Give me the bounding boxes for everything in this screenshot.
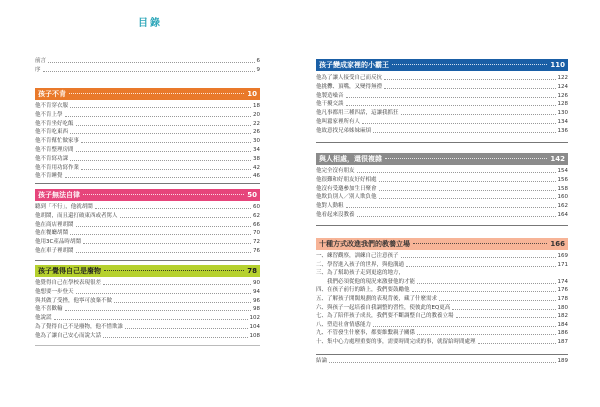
toc-entry-page: 122 [557, 75, 568, 81]
toc-entry-page: 108 [249, 332, 260, 339]
toc-entry[interactable] [35, 164, 260, 172]
toc-entry-page: 128 [557, 101, 568, 108]
toc-entry[interactable] [316, 312, 568, 320]
toc-entry[interactable] [35, 102, 260, 110]
toc-entry-title: 他不肯穿衣服 [35, 103, 69, 109]
section-divider [316, 354, 568, 355]
toc-entry-page: 174 [557, 278, 568, 285]
toc-entry-title: 他完全沒有朋友 [316, 168, 355, 174]
toc-entry-title: 他不肯睡覺 [35, 173, 63, 180]
toc-entry-title: 他說謊 [35, 315, 52, 322]
toc-entry[interactable] [316, 74, 568, 82]
toc-entry[interactable] [316, 92, 568, 100]
toc-entry[interactable] [316, 109, 568, 117]
toc-entry[interactable] [316, 304, 568, 312]
toc-entry-title: 九、不管發生什麼事，都要維繫親子關係 [316, 330, 416, 337]
section-divider [35, 260, 260, 261]
section-header-3[interactable]: 孩子覺得自己是廢物 78 [35, 265, 260, 277]
toc-entry-page: 96 [253, 297, 260, 304]
toc-entry-title: 四、在孩子前行的路上，我們要鼓勵他 [316, 287, 410, 294]
toc-entry-page: 158 [557, 185, 568, 192]
toc-entry[interactable] [35, 332, 260, 340]
toc-entry-title: 他不肯整理房間 [35, 147, 74, 153]
toc-entry-title: 二、學習進入孩子的世界，與他溝通 [316, 261, 405, 268]
toc-entry-title: 七、為了陪伴孩子成長，我們要不斷調整自己的教養立場 [316, 313, 454, 320]
toc-entry-title: 他製造噪音 [316, 92, 344, 99]
toc-entry[interactable] [35, 305, 260, 313]
toc-entry-title: 他覺得自己在學校表現很差 [35, 280, 102, 286]
toc-entry-conclusion[interactable]: 結論 189 [316, 358, 568, 364]
toc-entry[interactable] [316, 202, 568, 210]
toc-entry-title: 與其做了受挫，他寧可放棄不做 [35, 297, 113, 304]
toc-entry[interactable] [316, 338, 568, 346]
toc-entry[interactable] [316, 118, 568, 126]
toc-entry-title: 八、塑造社會情感能力 [316, 321, 372, 328]
toc-entry[interactable] [316, 83, 568, 91]
toc-entry-title: 他欺負別人／別人欺負他 [316, 194, 377, 201]
toc-entry-page: 154 [557, 168, 568, 174]
toc-entry-title: 他在車子裡胡鬧 [35, 248, 74, 254]
toc-entry[interactable] [35, 238, 260, 246]
toc-entry[interactable] [35, 288, 260, 296]
section-divider [35, 183, 260, 184]
toc-entry-title: 聽到「不行」，他就胡鬧 [35, 204, 93, 210]
toc-entry-title: 十、集中心力處理重要的事，需要時間完成的事，就留給時間處理 [316, 339, 476, 345]
toc-entry-title: 他不肯吃東西 [35, 129, 69, 136]
toc-entry-page: 126 [557, 92, 568, 99]
section-header-1[interactable]: 孩子不肯 10 [35, 88, 260, 100]
toc-entry-title: 他沒有受邀參加生日聚會 [316, 185, 377, 192]
toc-entry-page: 160 [557, 194, 568, 201]
section-divider [316, 142, 568, 143]
toc-entry[interactable] [35, 128, 260, 136]
section-divider [35, 345, 260, 346]
toc-entry-page: 184 [557, 321, 568, 328]
toc-entry-title: 六、與孩子一起培養自我調整的習性，使彼此的EQ更高 [316, 304, 451, 311]
toc-entry[interactable] [316, 193, 568, 201]
toc-entry-title: 他用3C產品時胡鬧 [35, 239, 81, 246]
toc-entry-page: 60 [253, 204, 260, 210]
toc-entry-page: 187 [557, 339, 568, 345]
toc-entry-page: 186 [557, 330, 568, 337]
toc-entry-page: 62 [253, 212, 260, 219]
toc-entry[interactable] [316, 185, 568, 193]
toc-entry[interactable] [35, 203, 260, 211]
toc-entry-preface[interactable]: 前言 6 [35, 58, 260, 64]
toc-entry-page: 164 [557, 212, 568, 218]
toc-entry-page: 176 [557, 287, 568, 294]
toc-entry-page: 30 [253, 138, 260, 145]
toc-entry-page: 134 [557, 119, 568, 125]
toc-entry[interactable] [35, 314, 260, 322]
section-divider [316, 225, 568, 226]
toc-entry-page: 34 [253, 147, 260, 153]
toc-entry-title: 他不肯坐好吃飯 [35, 120, 74, 127]
toc-entry-title: 為了覺得自己不是廢物，他不惜欺誰 [35, 324, 124, 330]
toc-entry-title: 五、了解孩子開闊規劃的表現背後，藏了什麼需求 [316, 296, 438, 302]
toc-entry[interactable] [316, 269, 568, 277]
toc-entry-title: 他看起來沒教養 [316, 212, 355, 218]
toc-entry-page: 46 [253, 173, 260, 180]
toc-entry[interactable] [316, 329, 568, 337]
toc-entry-title: 他干擾交談 [316, 101, 344, 108]
toc-entry-page: 18 [253, 103, 260, 109]
toc-entry[interactable] [35, 111, 260, 119]
toc-entry-title: 他為了讓人接受自己而反抗 [316, 75, 383, 81]
toc-entry-title: 他為了讓自己安心而說大話 [35, 332, 102, 339]
toc-entry-page: 104 [249, 324, 260, 330]
toc-entry-page: 72 [253, 239, 260, 246]
toc-entry-title: 他故意找兄弟姊妹麻煩 [316, 127, 372, 134]
toc-entry-page: 124 [557, 83, 568, 90]
toc-entry[interactable] [316, 295, 568, 303]
toc-entry-title: 他不肯幫忙做家事 [35, 138, 80, 145]
toc-entry-page: 70 [253, 230, 260, 237]
toc-entry-title: 他想要一步登天 [35, 288, 74, 295]
section-header-6[interactable]: 十種方式改進我們的教養立場 166 [316, 238, 568, 250]
toc-entry-page: 162 [557, 203, 568, 210]
toc-entry[interactable] [35, 297, 260, 305]
toc-entry-page: 66 [253, 221, 260, 228]
toc-entry-title: 他不肯用功寫作業 [35, 164, 80, 171]
toc-entry-title: 他不肯上學 [35, 111, 63, 118]
toc-entry[interactable] [316, 127, 568, 135]
toc-entry[interactable] [316, 286, 568, 294]
toc-entry[interactable] [316, 176, 568, 184]
toc-entry-title: 一、練習觀察，訓練自己注意孩子 [316, 253, 399, 259]
toc-entry-title: 他叫囂家裡所有人 [316, 119, 361, 125]
toc-entry-page: 182 [557, 313, 568, 320]
toc-entry[interactable] [316, 167, 568, 175]
toc-entry-title: 他不喜歡輸 [35, 306, 63, 313]
toc-entry-page: 76 [253, 248, 260, 254]
toc-entry-page: 171 [557, 261, 568, 268]
section-header-4[interactable]: 孩子變成家裡的小霸王 110 [316, 59, 568, 71]
toc-entry-page: 130 [557, 110, 568, 117]
toc-entry[interactable] [35, 279, 260, 287]
toc-entry-page: 169 [557, 253, 568, 259]
toc-entry[interactable] [35, 212, 260, 220]
toc-entry[interactable] [35, 323, 260, 331]
toc-entry[interactable] [316, 100, 568, 108]
toc-entry-page: 42 [253, 164, 260, 171]
toc-entry[interactable] [316, 252, 568, 260]
toc-entry-title: 他不肯寫功課 [35, 155, 69, 162]
toc-entry-page: 136 [557, 127, 568, 134]
toc-entry-title: 他挑釁、頂嘴，又變得無禮 [316, 83, 383, 90]
toc-entry[interactable] [35, 146, 260, 154]
toc-entry[interactable] [35, 172, 260, 180]
page-title: 目錄 [138, 18, 162, 29]
toc-entry-page: 20 [253, 111, 260, 118]
section-header-5[interactable]: 與人相處，還很複雜 142 [316, 153, 568, 165]
toc-entry[interactable] [316, 211, 568, 219]
toc-entry-page: 94 [253, 288, 260, 295]
toc-entry-title: 他在商店裡胡鬧 [35, 221, 74, 228]
toc-entry[interactable] [35, 155, 260, 163]
toc-entry-title: 他胡鬧，而且還打破東西或者罵人 [35, 212, 118, 219]
toc-entry-title: 他凡事都用三種四話，這讓我抓狂 [316, 110, 399, 117]
toc-entry-page: 90 [253, 280, 260, 286]
toc-entry-title: 他在餐廳胡鬧 [35, 230, 69, 237]
toc-entry-page: 180 [557, 304, 568, 311]
section-header-2[interactable]: 孩子無法自律 50 [35, 189, 260, 201]
toc-entry[interactable] [35, 247, 260, 255]
toc-entry[interactable] [316, 278, 568, 286]
toc-entry-page: 26 [253, 129, 260, 136]
toc-entry-page: 38 [253, 155, 260, 162]
toc-entry[interactable] [35, 221, 260, 229]
toc-entry-title: 他很難和好朋友好好相處 [316, 176, 377, 183]
toc-entry-title: 我們必須從他的現況來激發他的才能 [316, 278, 416, 285]
toc-entry[interactable] [316, 261, 568, 269]
toc-entry[interactable] [35, 120, 260, 128]
toc-entry-title: 三、為了幫助孩子走到更遠的地方， [316, 270, 405, 277]
toc-entry-page: 22 [253, 120, 260, 127]
toc-entry-foreword[interactable]: 序 9 [35, 67, 260, 73]
toc-entry-page: 98 [253, 306, 260, 313]
toc-entry[interactable] [35, 137, 260, 145]
toc-entry-title: 他對人動粗 [316, 203, 344, 210]
toc-entry-page: 178 [557, 296, 568, 302]
toc-entry[interactable] [316, 321, 568, 329]
toc-entry-page: 156 [557, 176, 568, 183]
toc-entry-page: 102 [249, 315, 260, 322]
toc-entry[interactable] [35, 229, 260, 237]
